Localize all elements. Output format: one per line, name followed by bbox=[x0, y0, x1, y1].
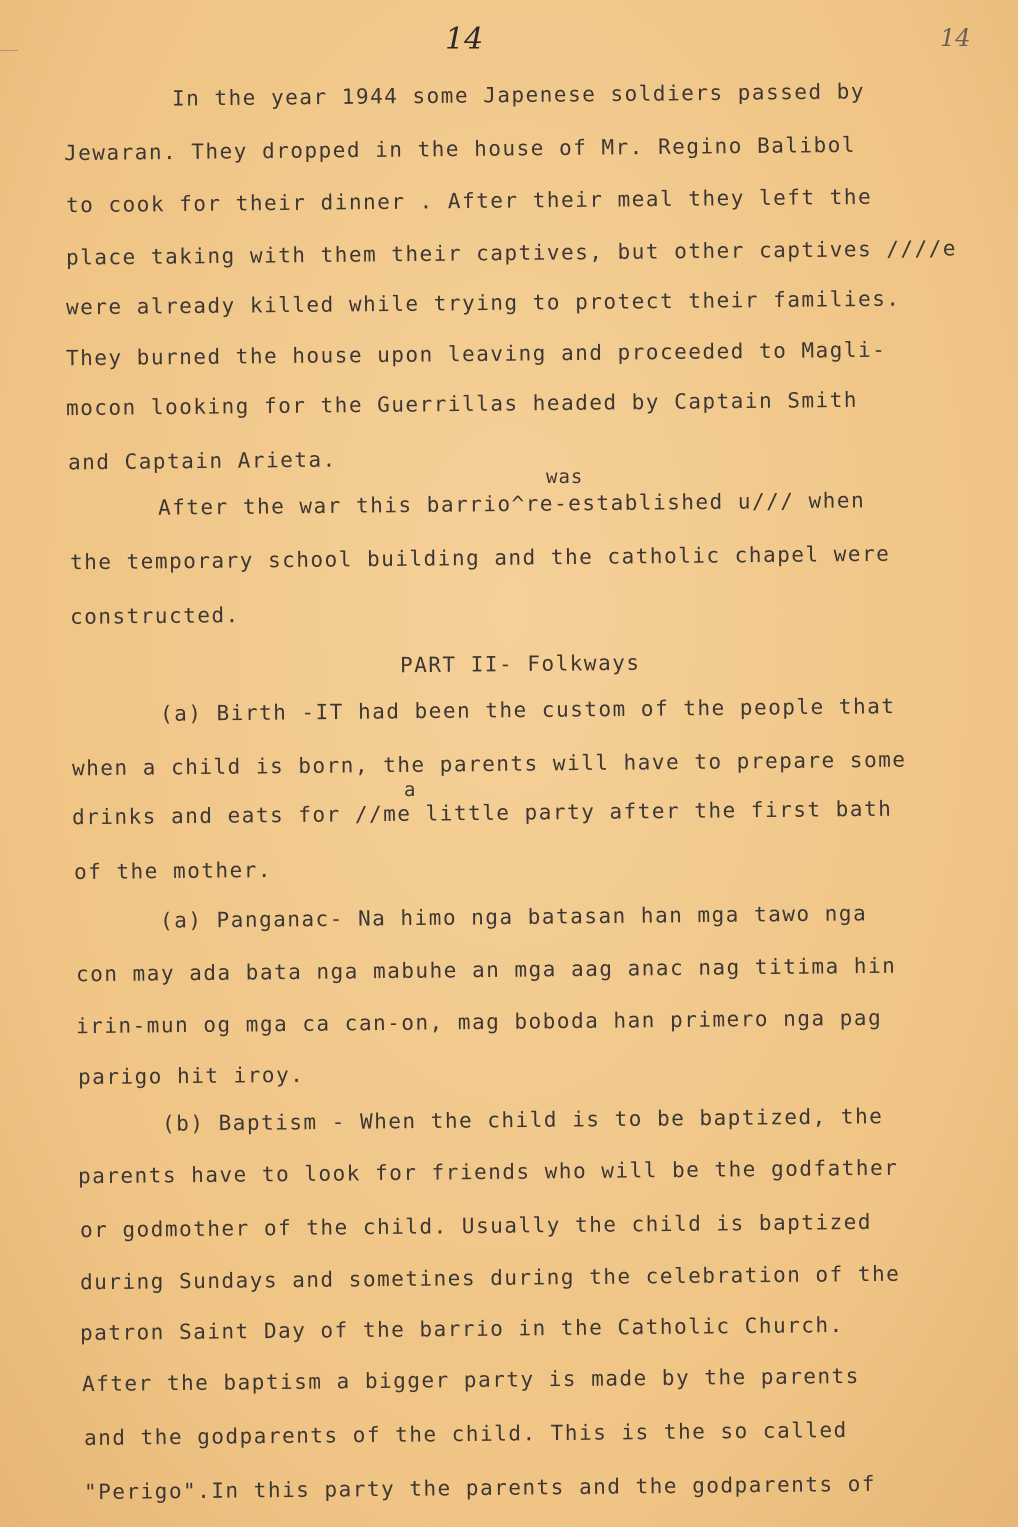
text-line: drinks and eats for //me little party after the first bath bbox=[71, 796, 893, 830]
text-line: irin-mun og mga ca can-on, mag boboda han primero nga pag bbox=[75, 1005, 883, 1039]
text-line: constructed. bbox=[69, 603, 240, 629]
text-line: and the godparents of the child. This is the so called bbox=[83, 1418, 848, 1450]
text-line: mocon looking for the Guerrillas headed by Captain Smith bbox=[65, 387, 859, 421]
handwritten-insert-was: was bbox=[546, 466, 584, 488]
text-line: patron Saint Day of the barrio in the Catholic Church. bbox=[79, 1313, 844, 1345]
text-line: the temporary school building and the catholic chapel were bbox=[69, 541, 891, 575]
text-line: In the year 1944 some Japenese soldiers passed by bbox=[171, 79, 866, 111]
text-line: (a) Birth -IT had been the custom of the people that bbox=[159, 694, 896, 726]
handwritten-insert-a: a bbox=[404, 779, 417, 801]
text-line: con may ada bata nga mabuhe an mga aag anac nag titima hin bbox=[75, 953, 897, 987]
text-line: to cook for their dinner . After their meal they left the bbox=[65, 184, 873, 218]
page-number: 14 bbox=[445, 22, 484, 57]
text-line: place taking with them their captives, but other captives ////e bbox=[65, 236, 958, 270]
text-line: After the baptism a bigger party is made by the parents bbox=[81, 1363, 860, 1397]
text-line: when a child is born, the parents will have to prepare some bbox=[71, 747, 907, 781]
text-line: of the mother. bbox=[73, 857, 273, 885]
text-line: parents have to look for friends who will be the godfather bbox=[77, 1155, 899, 1189]
text-line: "Perigo".In this party the parents and the godparents of bbox=[83, 1471, 877, 1505]
text-line: (a) Panganac- Na himo nga batasan han mga tawo nga bbox=[159, 901, 868, 933]
text-line: and Captain Arieta. bbox=[67, 447, 337, 475]
text-line: during Sundays and sometines during the celebration of the bbox=[79, 1261, 901, 1295]
section-heading: PART II- Folkways bbox=[399, 650, 641, 678]
text-line: or godmother of the child. Usually the child is baptized bbox=[79, 1209, 873, 1243]
text-line: After the war this barrio^re-established u/// when bbox=[157, 488, 866, 520]
text-line: were already killed while trying to protect their families. bbox=[65, 286, 901, 320]
text-line: They burned the house upon leaving and proceeded to Magli- bbox=[65, 337, 887, 371]
text-line: (b) Baptism - When the child is to be baptized, the bbox=[161, 1104, 884, 1136]
text-line: Jewaran. They dropped in the house of Mr. Regino Balibol bbox=[63, 132, 857, 166]
page-number-corner: 14 bbox=[940, 24, 971, 52]
margin-mark bbox=[0, 50, 18, 51]
text-line: parigo hit iroy. bbox=[77, 1062, 305, 1090]
